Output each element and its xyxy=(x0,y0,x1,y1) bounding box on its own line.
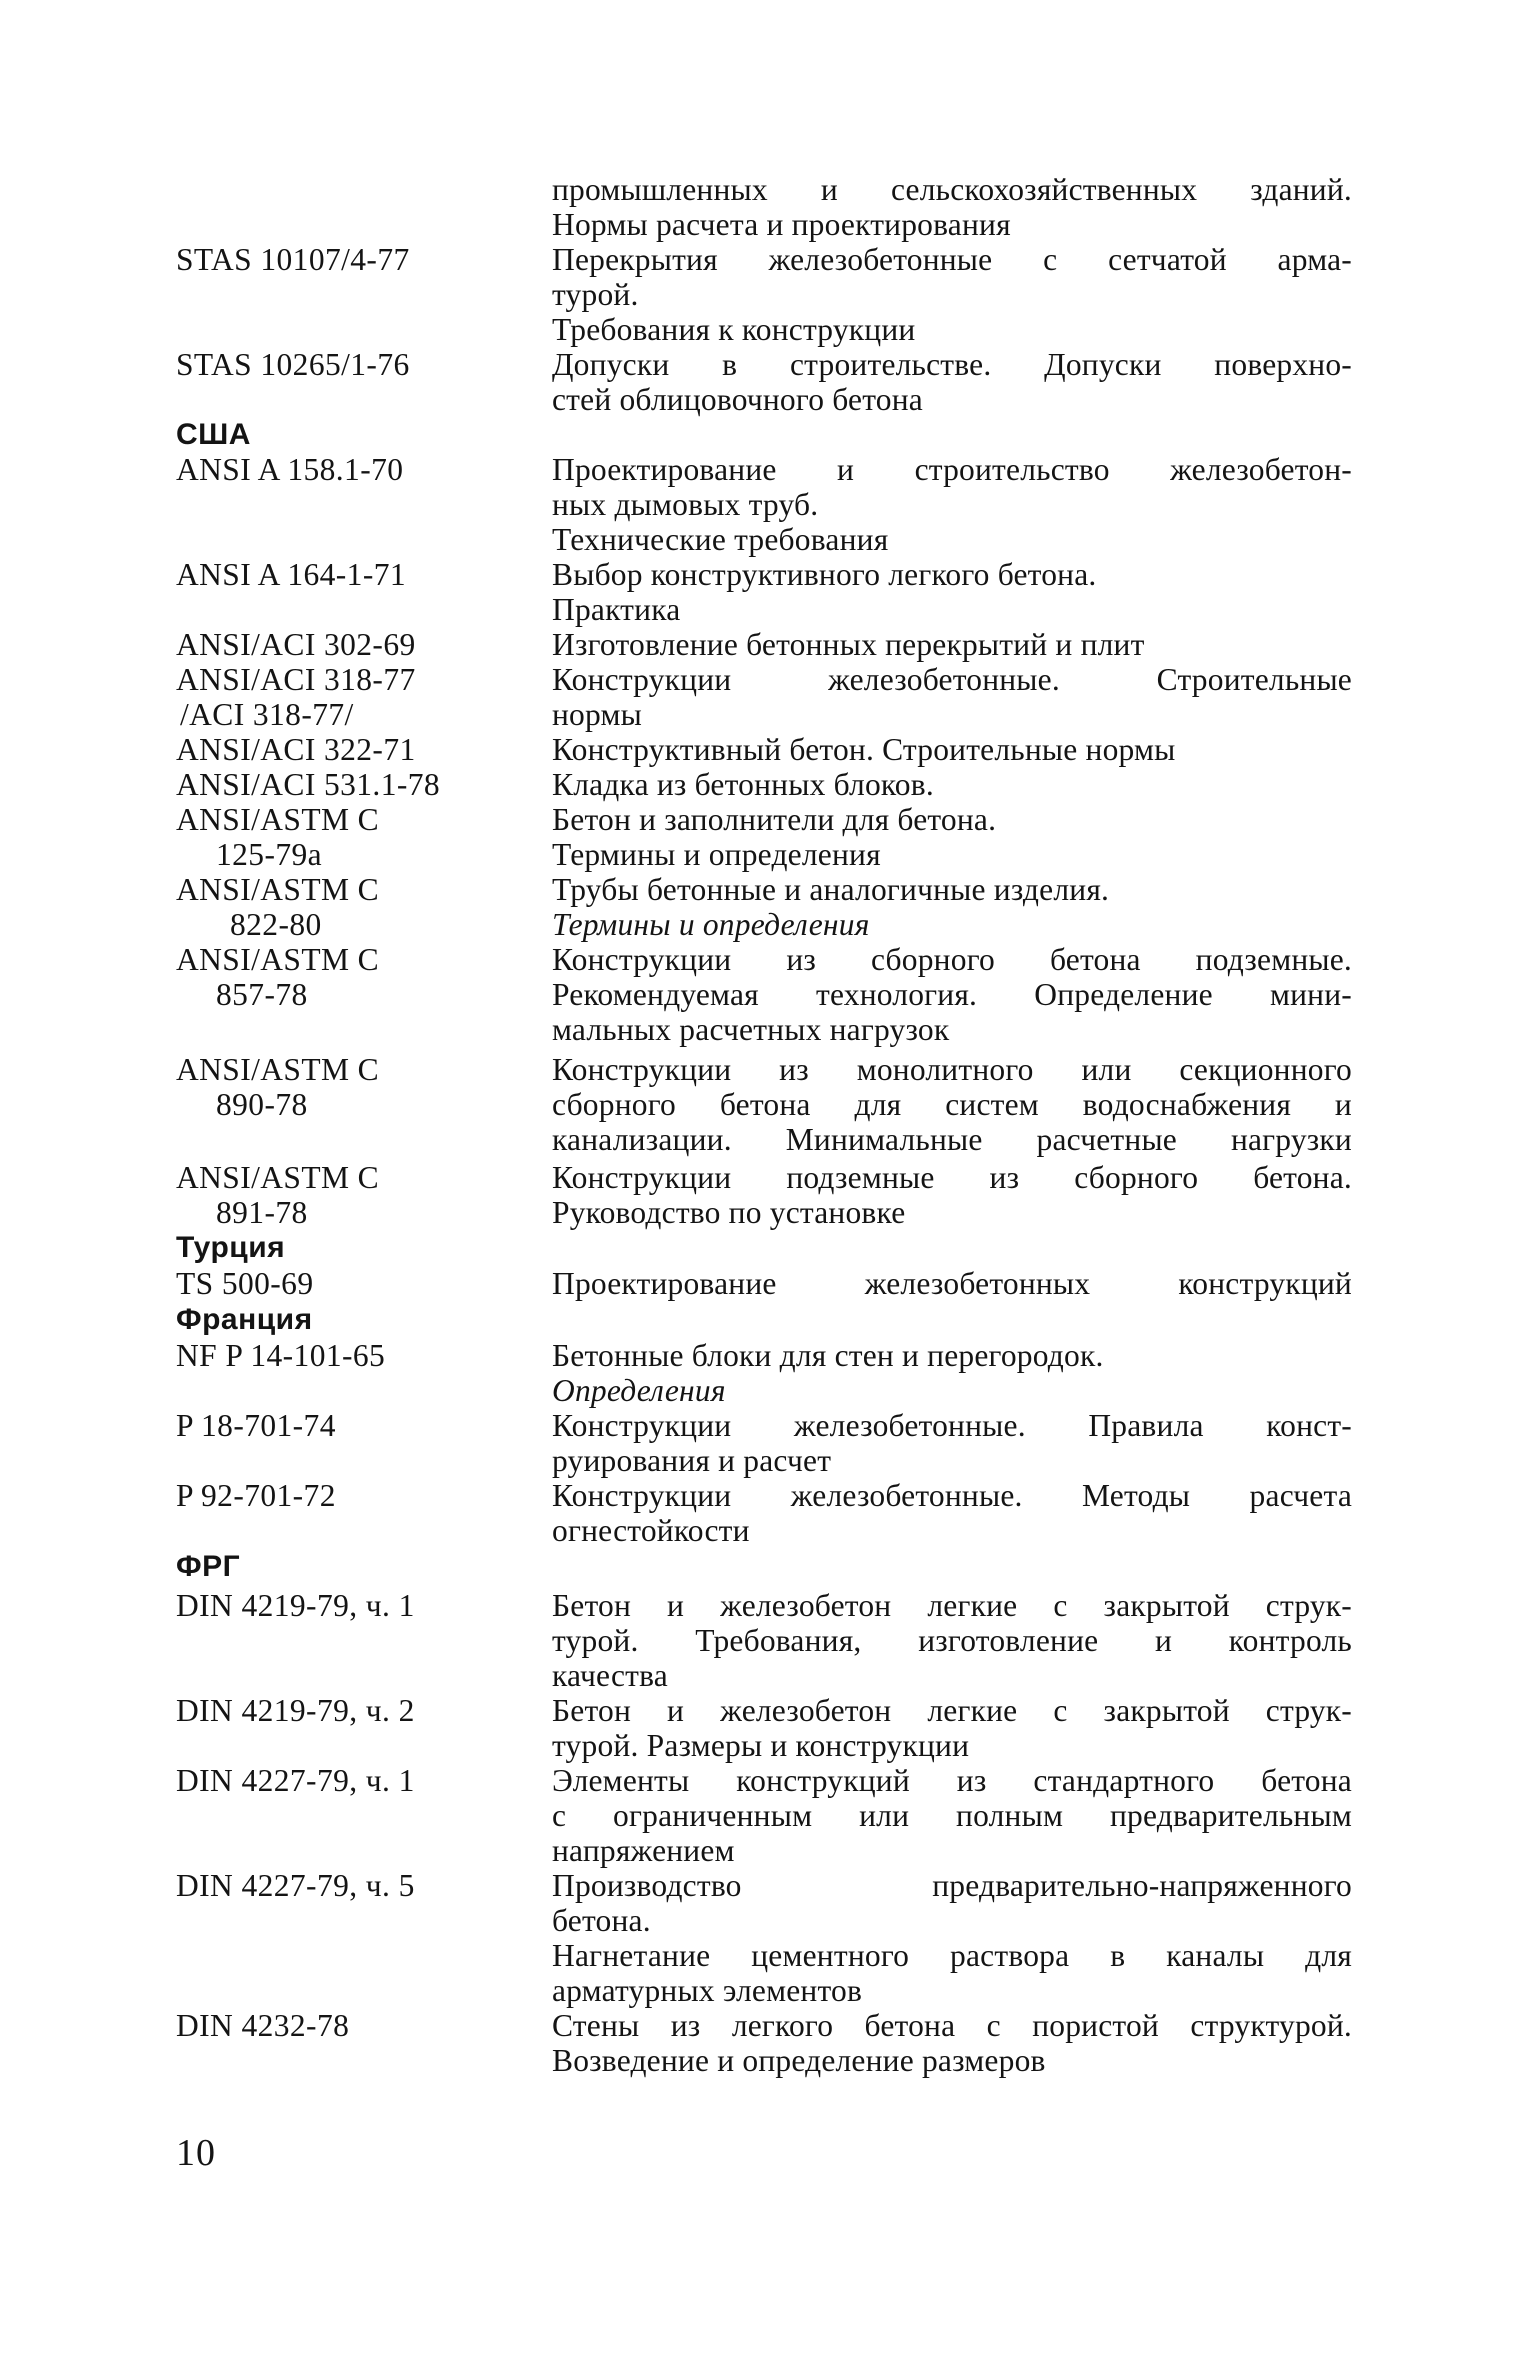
standard-code: P 92-701-72 xyxy=(176,1478,336,1513)
standard-description: Выбор конструктивного легкого бетона. Практика xyxy=(552,557,1097,627)
standard-code: STAS 10107/4-77 xyxy=(176,242,410,277)
standard-code: ANSI/ACI 318-77 /ACI 318-77/ xyxy=(176,662,416,732)
standard-description: Элементы конструкций из стандартного бетона с ограниченным или полным предварительным напряжением xyxy=(552,1763,1352,1868)
standard-description: Проектирование и строительство железобетон- ных дымовых труб. Технические требования xyxy=(552,452,1352,557)
standard-code: ANSI A 164-1-71 xyxy=(176,557,407,592)
standard-description: Конструкции из сборного бетона подземные. Рекомендуемая технология. Определение мини- мальных расчетных нагрузок xyxy=(552,942,1352,1047)
standard-code: ANSI/ACI 302-69 xyxy=(176,627,416,662)
standard-description: Конструкции из монолитного или секционного сборного бетона для систем водоснабжения и канализации. Минимальные расчетные нагрузки xyxy=(552,1052,1352,1157)
standard-code: ANSI A 158.1-70 xyxy=(176,452,404,487)
intro-text xyxy=(552,172,1352,242)
standard-description: Стены из легкого бетона с пористой структурой. Возведение и определение размеров xyxy=(552,2008,1352,2078)
standard-description: Бетон и железобетон легкие с закрытой струк- турой. Требования, изготовление и контроль качества xyxy=(552,1588,1352,1693)
country-heading: США xyxy=(176,418,251,451)
standard-code: DIN 4232-78 xyxy=(176,2008,350,2043)
standard-code: DIN 4219-79, ч. 1 xyxy=(176,1588,415,1623)
standard-description: Изготовление бетонных перекрытий и плит xyxy=(552,627,1145,662)
intro-line: промышленных и сельскохозяйственных зданий. xyxy=(552,172,1352,207)
page-number: 10 xyxy=(176,2132,216,2174)
standard-code: ANSI/ASTM C 891-78 xyxy=(176,1160,380,1230)
standard-description: Конструкции железобетонные. Методы расчета огнестойкости xyxy=(552,1478,1352,1548)
standard-description: Конструктивный бетон. Строительные нормы xyxy=(552,732,1176,767)
standard-code: P 18-701-74 xyxy=(176,1408,336,1443)
standard-code: ANSI/ACI 531.1-78 xyxy=(176,767,441,802)
standard-code: ANSI/ACI 322-71 xyxy=(176,732,416,767)
standard-code: DIN 4219-79, ч. 2 xyxy=(176,1693,415,1728)
country-heading: Турция xyxy=(176,1231,286,1264)
standard-code: STAS 10265/1-76 xyxy=(176,347,410,382)
intro-line: Нормы расчета и проектирования xyxy=(552,207,1011,242)
standard-description: Допуски в строительстве. Допуски поверхно- стей облицовочного бетона xyxy=(552,347,1352,417)
standard-code: NF P 14-101-65 xyxy=(176,1338,386,1373)
standard-code: TS 500-69 xyxy=(176,1266,314,1301)
country-heading: ФРГ xyxy=(176,1550,241,1583)
standard-code: ANSI/ASTM C 125-79a xyxy=(176,802,380,872)
standard-description: Бетон и железобетон легкие с закрытой струк- турой. Размеры и конструкции xyxy=(552,1693,1352,1763)
standard-code: DIN 4227-79, ч. 5 xyxy=(176,1868,415,1903)
standard-description: Производство предварительно-напряженного бетона. Нагнетание цементного раствора в каналы для арматурных элементов xyxy=(552,1868,1352,2008)
standard-description: Конструкции железобетонные. Строительные нормы xyxy=(552,662,1352,732)
standard-code: ANSI/ASTM C 822-80 xyxy=(176,872,380,942)
standard-description: Конструкции железобетонные. Правила конст- руирования и расчет xyxy=(552,1408,1352,1478)
standard-description: Конструкции подземные из сборного бетона. Руководство по установке xyxy=(552,1160,1352,1230)
standard-description: Кладка из бетонных блоков. xyxy=(552,767,934,802)
standard-description: Перекрытия железобетонные с сетчатой арма- турой. Требования к конструкции xyxy=(552,242,1352,347)
standard-code: ANSI/ASTM C 857-78 xyxy=(176,942,380,1012)
standard-description: Бетон и заполнители для бетона. Термины и определения xyxy=(552,802,997,872)
standard-description: Проектирование железобетонных конструкций xyxy=(552,1266,1352,1301)
country-heading: Франция xyxy=(176,1303,313,1336)
standard-code: ANSI/ASTM C 890-78 xyxy=(176,1052,380,1122)
standard-description: Трубы бетонные и аналогичные изделия. Термины и определения xyxy=(552,872,1110,942)
standard-code: DIN 4227-79, ч. 1 xyxy=(176,1763,415,1798)
standard-description: Бетонные блоки для стен и перегородок. Определения xyxy=(552,1338,1104,1408)
